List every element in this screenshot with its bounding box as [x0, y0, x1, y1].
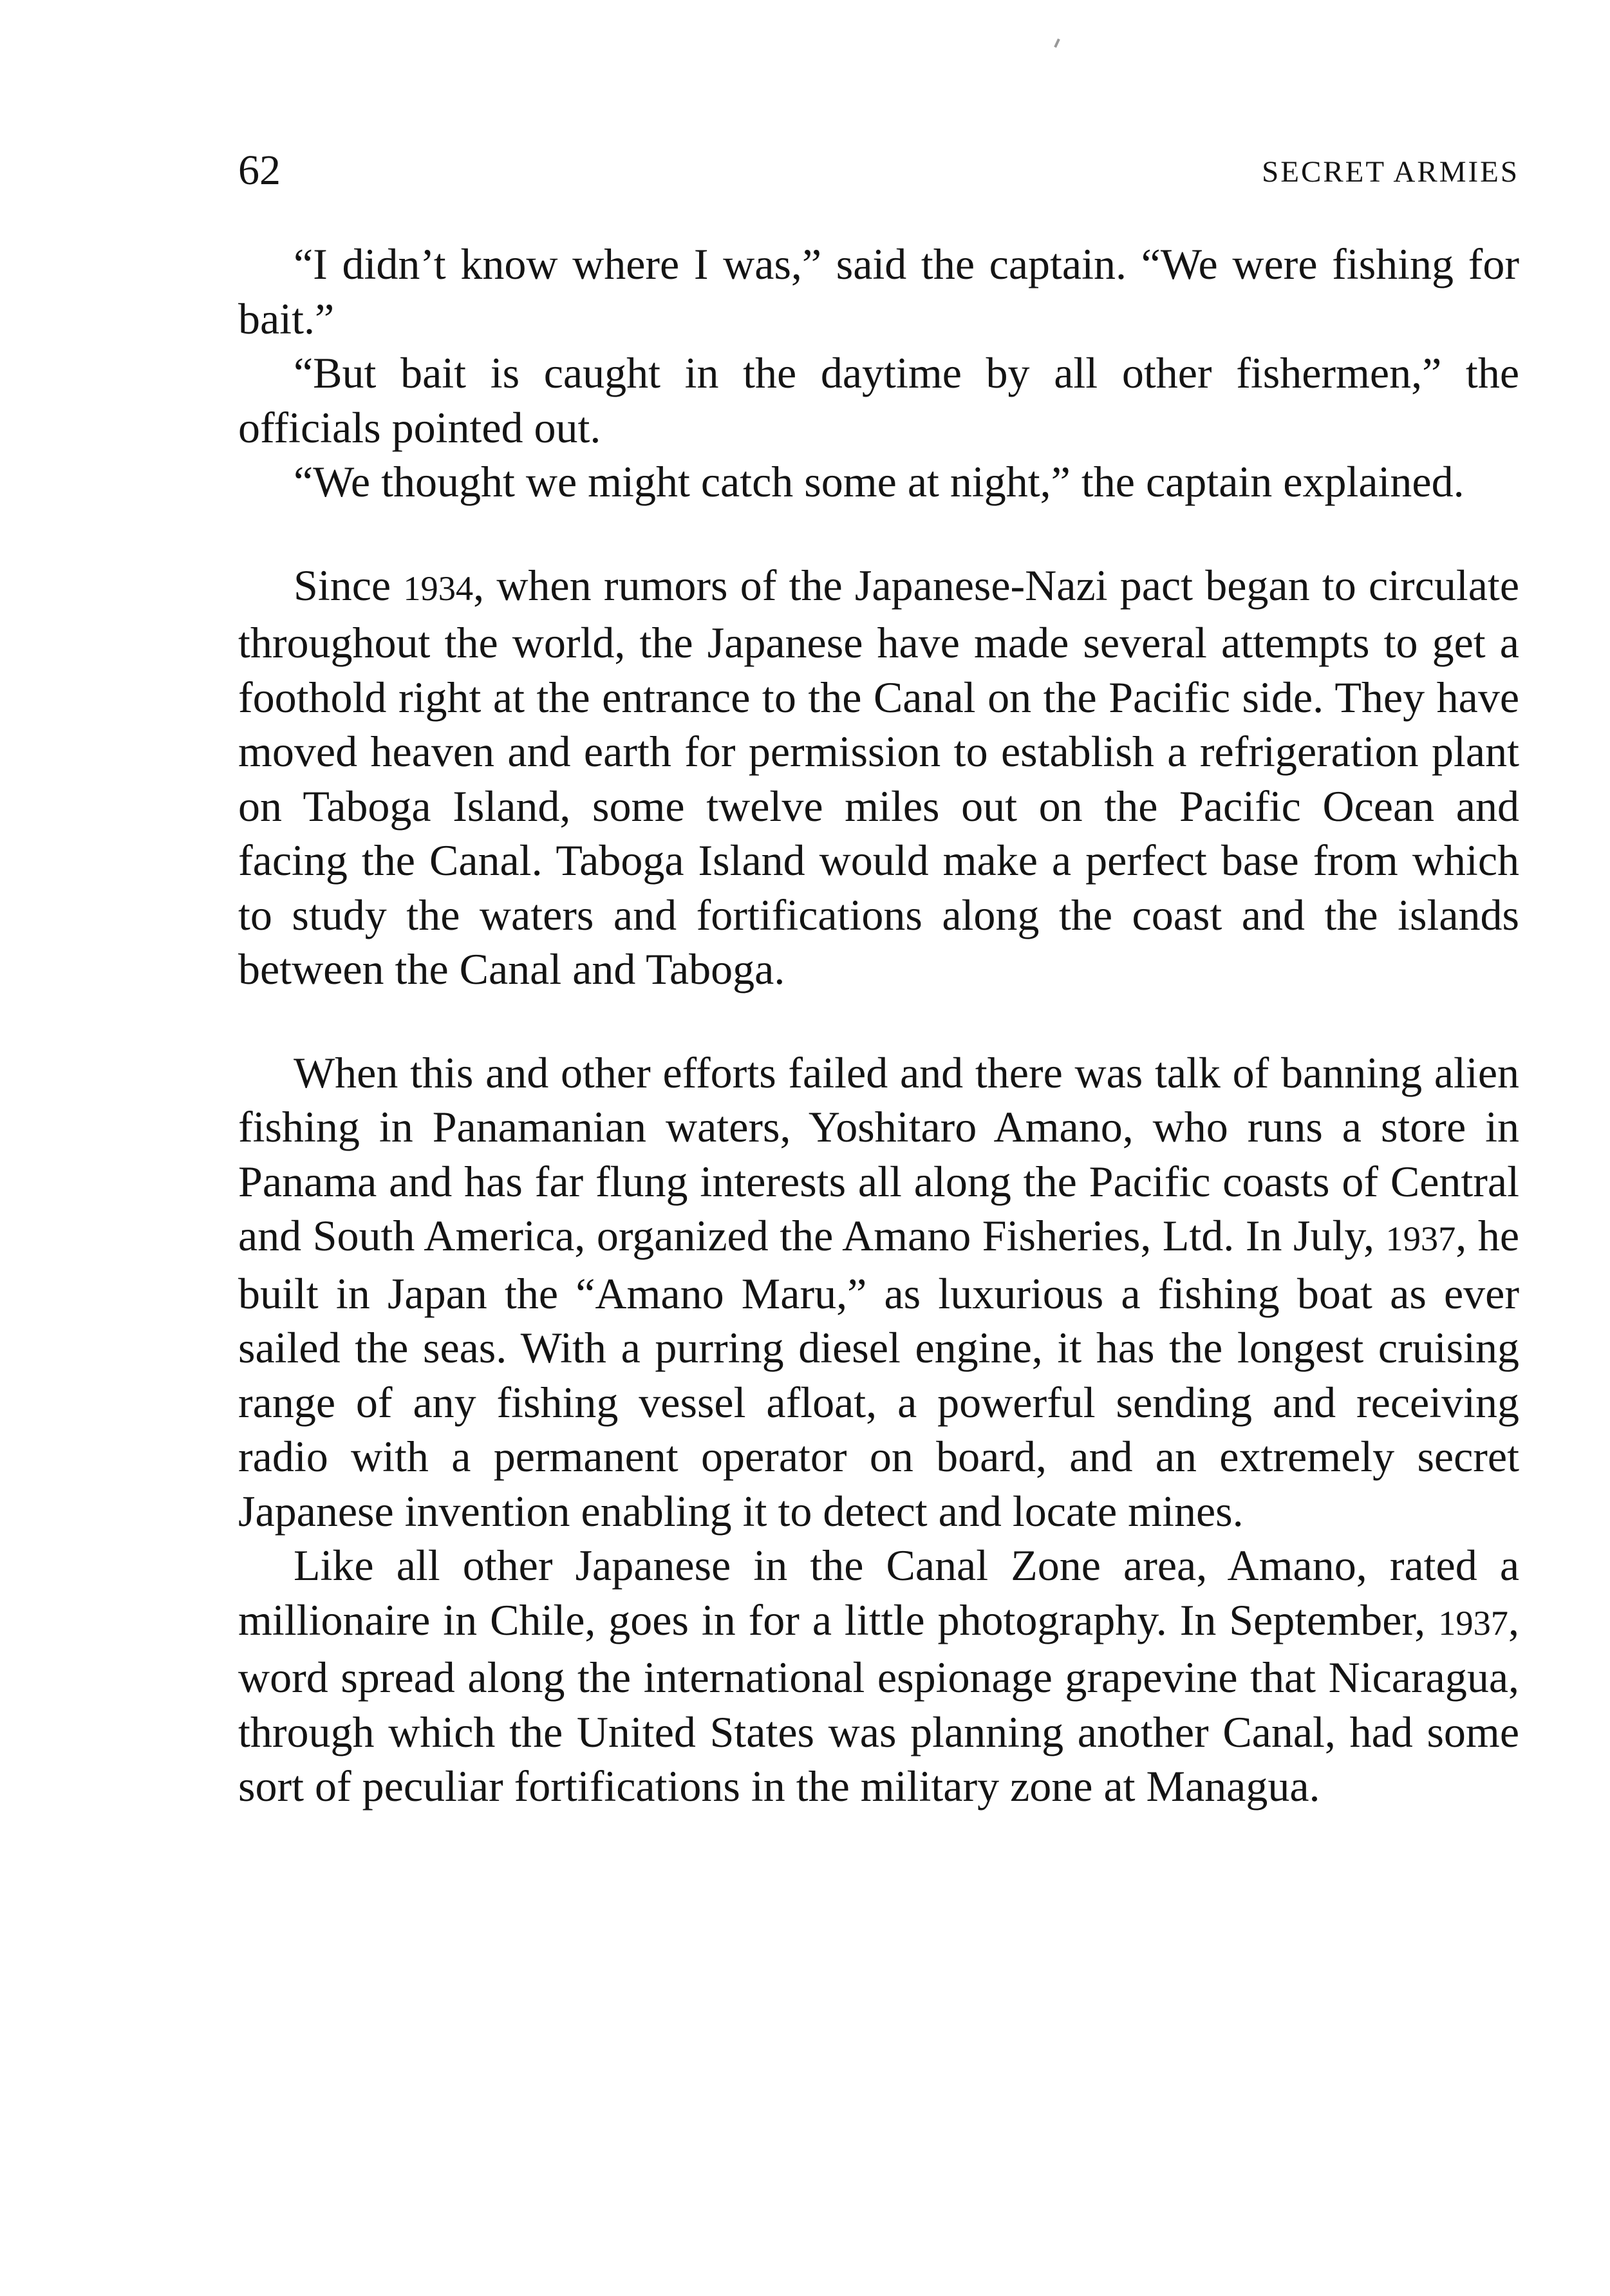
paragraph-dialogue-2: “But bait is caught in the daytime by all other fishermen,” the officials pointed out. — [238, 348, 1519, 452]
paragraph-photography: Like all other Japanese in the Canal Zone area, Amano, rated a millionaire in Chile, goes in for a little photography. In September, 1937, word spread along the international espionage grapevine that Nicaragua, through which the United States was planning another Canal, had some sort of peculiar fortifications in the military zone at Managua. — [238, 1541, 1519, 1811]
page-number: 62 — [238, 147, 281, 194]
paragraph-taboga-island: Since 1934, when rumors of the Japanese-Nazi pact began to circulate throughout the world, the Japanese have made several attempts to get a foothold right at the entrance to the Canal on the Pacific side. They have moved heaven and earth for permission to establish a refrigeration plant on Taboga Island, some twelve miles out on the Pacific Ocean and facing the Canal. Taboga Island would make a perfect base from which to study the waters and fortifications along the coast and the islands between the Canal and Taboga. — [238, 560, 1520, 993]
paragraph-dialogue-1: “I didn’t know where I was,” said the captain. “We were fishing for bait.” — [238, 240, 1519, 343]
running-title: SECRET ARMIES — [1262, 155, 1519, 189]
body-text — [238, 237, 1519, 1814]
paragraph-amano-fisheries: When this and other efforts failed and there was talk of banning alien fishing in Panamanian waters, Yoshitaro Amano, who runs a store in Panama and has far flung interests all along the Pacific coasts of Central and South America, organized the Amano Fisheries, Ltd. In July, 1937, he built in Japan the “Amano Maru,” as luxurious a fishing boat as ever sailed the seas. With a purring diesel engine, it has the longest cruising range of any fishing vessel afloat, a powerful sending and receiving radio with a permanent operator on board, and an extremely secret Japanese invention enabling it to detect and locate mines. — [238, 1048, 1519, 1536]
running-head — [238, 145, 1519, 196]
book-page — [238, 0, 1519, 2296]
paragraph-dialogue-3: “We thought we might catch some at night,” the captain explained. — [294, 457, 1465, 506]
